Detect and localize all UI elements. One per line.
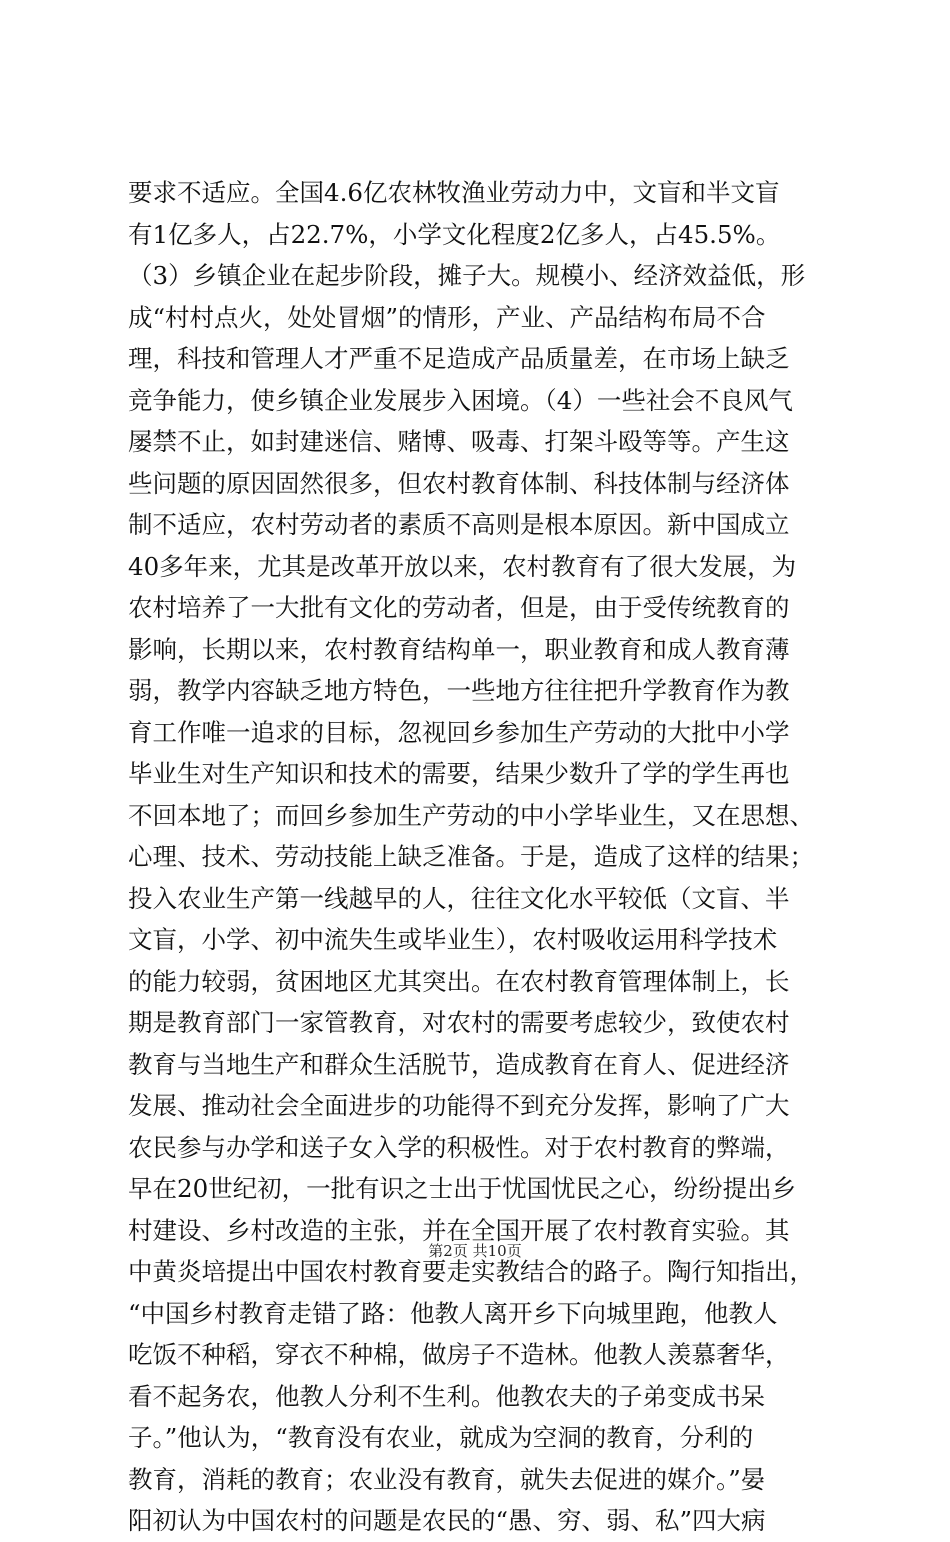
text-line: 阳初认为中国农村的问题是农民的“愚、穷、弱、私”四大病: [128, 1506, 766, 1535]
text-line: 屡禁不止，如封建迷信、赌博、吸毒、打架斗殴等等。产生这: [128, 427, 790, 456]
text-line: 育工作唯一追求的目标，忽视回乡参加生产劳动的大批中小学: [128, 717, 790, 747]
text-line: 中黄炎培提出中国农村教育要走实教结合的路子。陶行知指出，: [128, 1257, 814, 1286]
text-line: 弱，教学内容缺乏地方特色，一些地方往往把升学教育作为教: [128, 676, 790, 705]
text-line: 40多年来，尤其是改革开放以来，农村教育有了很大发展，为: [128, 551, 797, 581]
text-line: 竞争能力，使乡镇企业发展步入困境。（4）一些社会不良风气: [128, 385, 793, 415]
text-line: 投入农业生产第一线越早的人，往往文化水平较低（文盲、半: [128, 883, 790, 913]
text-line: （3）乡镇企业在起步阶段，摊子大。规模小、经济效益低，形: [128, 261, 806, 290]
text-line: 期是教育部门一家管教育，对农村的需要考虑较少，致使农村: [128, 1008, 790, 1037]
text-line: 农民参与办学和送子女入学的积极性。对于农村教育的弊端，: [128, 1132, 790, 1162]
text-line: 早在20世纪初，一批有识之士出于忧国忧民之心，纷纷提出乡: [128, 1174, 797, 1203]
text-line: 心理、技术、劳动技能上缺乏准备。于是，造成了这样的结果；: [128, 842, 814, 871]
text-line: 吃饭不种稻，穿衣不种棉，做房子不造林。他教人羡慕奢华，: [128, 1340, 790, 1369]
text-line: 要求不适应。全国4.6亿农林牧渔业劳动力中，文盲和半文盲: [128, 178, 780, 207]
text-line: 不回本地了；而回乡参加生产劳动的中小学毕业生，又在思想、: [128, 800, 814, 830]
text-line: 教育，消耗的教育；农业没有教育，就失去促进的媒介。”晏: [128, 1464, 766, 1494]
text-line: 文盲，小学、初中流失生或毕业生），农村吸收运用科学技术: [128, 925, 778, 954]
text-line: 教育与当地生产和群众生活脱节，造成教育在育人、促进经济: [128, 1049, 790, 1079]
text-line: 发展、推动社会全面进步的功能得不到充分发挥，影响了广大: [128, 1091, 790, 1120]
text-line: 看不起务农，他教人分利不生利。他教农夫的子弟变成书呆: [128, 1381, 765, 1411]
text-line: “中国乡村教育走错了路：他教人离开乡下向城里跑，他教人: [128, 1298, 778, 1328]
page-footer: 第2页 共10页: [428, 1242, 522, 1260]
text-line: 制不适应，农村劳动者的素质不高则是根本原因。新中国成立: [128, 510, 790, 539]
text-line: 子。”他认为，“教育没有农业，就成为空洞的教育，分利的: [128, 1423, 754, 1452]
text-line: 成“村村点火，处处冒烟”的情形，产业、产品结构布局不合: [128, 302, 766, 332]
text-line: 农村培养了一大批有文化的劳动者，但是，由于受传统教育的: [128, 593, 790, 622]
text-line: 些问题的原因固然很多，但农村教育体制、科技体制与经济体: [128, 468, 790, 498]
text-line: 村建设、乡村改造的主张，并在全国开展了农村教育实验。其: [128, 1215, 790, 1245]
text-line: 的能力较弱，贫困地区尤其突出。在农村教育管理体制上，长: [128, 966, 790, 996]
text-line: 有1亿多人，占22.7%，小学文化程度2亿多人，占45.5%。: [128, 219, 781, 249]
text-line: 理，科技和管理人才严重不足造成产品质量差，在市场上缺乏: [128, 344, 790, 373]
body-text: [128, 172, 828, 1542]
text-line: 毕业生对生产知识和技术的需要，结果少数升了学的学生再也: [128, 759, 790, 788]
text-line: 影响，长期以来，农村教育结构单一，职业教育和成人教育薄: [128, 634, 790, 664]
